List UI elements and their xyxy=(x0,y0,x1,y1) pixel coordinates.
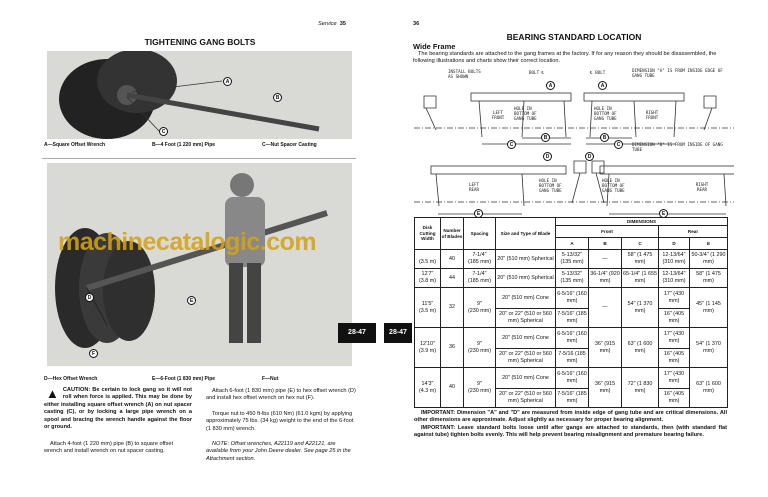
cell-width-metric: (4.3 m) xyxy=(418,387,437,394)
hole-note-left-rear: HOLE IN BOTTOM OF GANG TUBE xyxy=(539,178,562,193)
cell-blades: 36 xyxy=(441,328,464,368)
cell-width-value: 11'5" xyxy=(421,300,434,307)
hole-note-right-front: HOLE IN BOTTOM OF GANG TUBE xyxy=(594,106,617,121)
caption-b: B—4 Foot (1 220 mm) Pipe xyxy=(152,142,216,148)
header-dimensions: DIMENSIONS xyxy=(556,218,728,226)
table-row xyxy=(415,269,728,288)
cell-d: 17" (430 mm) xyxy=(659,328,690,349)
callout-e: E xyxy=(187,296,196,305)
left-front-label: LEFT FRONT xyxy=(491,110,505,120)
note-text: NOTE: Offset wrenches, A22119 and A22121, are available from your John Deere dealer. See page 25 in the Attachment section. xyxy=(206,441,351,462)
cell-c: 54" (1 370 mm) xyxy=(622,288,659,328)
page-number-right: 36 xyxy=(413,21,420,27)
cell-spacing xyxy=(464,288,496,328)
important-note-1: IMPORTANT: Dimension "A" and "D" are measured from inside edge of gang tube and are critical dimensions. All other dimensions are approximate. Adjust slightly as necessary for proper bearing alignment. xyxy=(414,410,727,424)
cell-width xyxy=(415,368,441,408)
callout-a-right: A xyxy=(598,81,607,90)
cell-c: 72" (1 830 mm) xyxy=(622,368,659,408)
callout-c-right: C xyxy=(614,140,623,149)
cell-d: 16" (405 mm) xyxy=(659,349,690,368)
header-front: Front xyxy=(556,226,659,238)
cell-a: 5-13/32" (135 mm) xyxy=(556,269,589,288)
warning-icon: ▲ xyxy=(46,386,59,401)
hole-note-right-rear: HOLE IN BOTTOM OF GANG TUBE xyxy=(602,178,625,193)
cell-blades: 40 xyxy=(441,250,464,269)
cell-a: 7-5/16" (185 mm) xyxy=(556,309,589,328)
section-tab-right: 28-47 xyxy=(384,323,412,343)
header-a: A xyxy=(556,238,589,250)
watermark: machinecatalogic.com xyxy=(58,228,317,256)
cell-blade-type: 20" (510 mm) Spherical xyxy=(496,250,556,269)
dimensions-table xyxy=(414,217,728,408)
bolt-cl-label: BOLT ℄ xyxy=(529,70,545,75)
callout-b-right: B xyxy=(600,133,609,142)
cell-d: 17" (430 mm) xyxy=(659,368,690,389)
page-number: 35 xyxy=(339,21,346,27)
header-blade-type: Size and Type of Blade xyxy=(496,218,556,250)
cell-spacing-value: 7-1/4" xyxy=(472,271,487,278)
cell-spacing-value: 7-1/4" xyxy=(472,252,487,259)
header-blades: Number of Blades xyxy=(441,218,464,250)
cell-c: 63" (1 600 mm) xyxy=(622,328,659,368)
cell-e: 50-3/4" (1 290 mm) xyxy=(690,250,728,269)
cell-d: 16" (405 mm) xyxy=(659,309,690,328)
table-row xyxy=(415,328,728,349)
callout-c-left: C xyxy=(507,140,516,149)
left-rear-label: LEFT REAR xyxy=(468,182,480,192)
photo-hex-offset-wrench xyxy=(47,163,352,366)
cell-width-metric: (3.9 m) xyxy=(418,347,437,354)
bearing-diagram xyxy=(414,66,734,216)
caution-block xyxy=(44,387,192,431)
callout-d-left: D xyxy=(543,152,552,161)
cell-b: 36" (915 mm) xyxy=(589,328,622,368)
cell-width xyxy=(415,269,441,288)
cell-b: 36" (915 mm) xyxy=(589,368,622,408)
caption-d: D—Hex Offset Wrench xyxy=(44,376,98,382)
cl-bolt-label: ℄ BOLT xyxy=(590,70,606,75)
right-front-label: RIGHT FRONT xyxy=(645,110,659,120)
cell-spacing xyxy=(464,328,496,368)
cell-spacing-metric: (185 mm) xyxy=(467,278,492,284)
cell-blade-type: 20" (510 mm) Cone xyxy=(496,328,556,349)
callout-d: D xyxy=(85,293,94,302)
wrench-photo-illustration xyxy=(47,51,352,139)
cell-e: 45" (1 145 mm) xyxy=(690,288,728,328)
callout-c: C xyxy=(159,127,168,136)
attach-6ft-text: Attach 6-foot (1 830 mm) pipe (E) to hex offset wrench (D) and install hex offset wrench on hex nut (F). xyxy=(206,388,356,402)
cell-b: — xyxy=(589,288,622,328)
cell-blades: 40 xyxy=(441,368,464,408)
man-with-wrench-illustration xyxy=(47,163,352,366)
header-b: B xyxy=(589,238,622,250)
cell-spacing-metric: (185 mm) xyxy=(467,259,492,265)
right-rear-label: RIGHT REAR xyxy=(695,182,709,192)
cell-spacing xyxy=(464,269,496,288)
table-row xyxy=(415,368,728,389)
cell-d: 16" (405 mm) xyxy=(659,389,690,408)
dimension-d-note: DIMENSION "D" IS FROM INSIDE OF GANG TUBE xyxy=(632,142,723,152)
cell-d: 12-13/64" (310 mm) xyxy=(659,250,690,269)
callout-e-right: E xyxy=(659,209,668,218)
cell-b: — xyxy=(589,250,622,269)
cell-width xyxy=(415,328,441,368)
callout-a-left: A xyxy=(546,81,555,90)
divider xyxy=(42,158,356,159)
cell-blade-type: 20" (510 mm) Spherical xyxy=(496,269,556,288)
cell-a: 5-13/32" (135 mm) xyxy=(556,250,589,269)
cell-spacing-metric: (230 mm) xyxy=(467,307,492,314)
cell-width-value: 14'3" xyxy=(421,380,434,387)
table-row xyxy=(415,250,728,269)
cell-spacing-value: 9" xyxy=(477,340,482,347)
cell-c: 58" (1 475 mm) xyxy=(622,250,659,269)
cell-a: 6-5/16" (160 mm) xyxy=(556,368,589,389)
torque-text: Torque nut to 450 ft-lbs (610 Nm) (61.0 kgm) by applying approximately 75 lbs. (34 kg) weight to the end of the 6-foot (1 830 mm) wrench. xyxy=(206,411,354,432)
header-spacing: Spacing xyxy=(464,218,496,250)
section-name: Service xyxy=(318,21,337,27)
cell-a: 7-5/16" (185 mm) xyxy=(556,389,589,408)
callout-d-right: D xyxy=(585,152,594,161)
cell-blade-type: 20" or 22" (510 or 560 mm) Spherical xyxy=(496,309,556,328)
cell-blades: 32 xyxy=(441,288,464,328)
page-title-right: BEARING STANDARD LOCATION xyxy=(506,32,642,42)
cell-blade-type: 20" or 22" (510 or 560 mm) Spherical xyxy=(496,389,556,408)
page-title: TIGHTENING GANG BOLTS xyxy=(144,37,256,47)
cell-width-metric: (3.8 m) xyxy=(418,278,437,284)
cell-c: 65-1/4" (1 655 mm) xyxy=(622,269,659,288)
attach-4ft-text: Attach 4-foot (1 220 mm) pipe (B) to square offset wrench and install wrench on nut spacer casting. xyxy=(44,441,174,455)
cell-width xyxy=(415,250,441,269)
callout-e-left: E xyxy=(474,209,483,218)
intro-text: The bearing standards are attached to the gang frames at the factory. If for any reason they should be disassembled, the following illustrations and charts show their correct location. xyxy=(413,51,717,65)
gang-frame-drawing xyxy=(414,66,734,216)
cell-a: 6-5/16" (160 mm) xyxy=(556,288,589,309)
cell-spacing-value: 9" xyxy=(477,380,482,387)
header-width: Disk Cutting Width xyxy=(415,218,441,250)
caption-f: F—Nut xyxy=(262,376,279,382)
cell-spacing-metric: (230 mm) xyxy=(467,347,492,354)
cell-blade-type: 20" or 22" (510 or 560 mm) Spherical xyxy=(496,349,556,368)
caption-c: C—Nut Spacer Casting xyxy=(262,142,317,148)
cell-blade-type: 20" (510 mm) Cone xyxy=(496,288,556,309)
page-header xyxy=(318,21,346,28)
cell-blade-type: 20" (510 mm) Cone xyxy=(496,368,556,389)
cell-spacing xyxy=(464,368,496,408)
cell-width-value: 12'7" xyxy=(421,271,434,278)
cell-width-metric: (3.5 m) xyxy=(418,307,437,314)
cell-d: 12-13/64" (310 mm) xyxy=(659,269,690,288)
cell-spacing-metric: (230 mm) xyxy=(467,387,492,394)
cell-width-metric: (3.5 m) xyxy=(418,259,437,265)
hole-note-left-front: HOLE IN BOTTOM OF GANG TUBE xyxy=(514,106,537,121)
cell-e: 58" (1 475 mm) xyxy=(690,269,728,288)
caption-a: A—Square Offset Wrench xyxy=(44,142,106,148)
cell-e: 63" (1 600 mm) xyxy=(690,368,728,408)
section-subtitle: Wide Frame xyxy=(413,42,456,51)
photo-square-offset-wrench xyxy=(47,51,352,139)
cell-spacing xyxy=(464,250,496,269)
header-d: D xyxy=(659,238,690,250)
callout-f: F xyxy=(89,349,98,358)
caption-e: E—6-Foot (1 830 mm) Pipe xyxy=(152,376,216,382)
cell-width-value: 12'10" xyxy=(420,340,435,347)
cell-a: 7-5/16 (185 mm) xyxy=(556,349,589,368)
cell-width xyxy=(415,288,441,328)
header-c: C xyxy=(622,238,659,250)
cell-spacing-value: 9" xyxy=(477,300,482,307)
dimension-a-note: DIMENSION "A" IS FROM INSIDE EDGE OF GANG TUBE xyxy=(632,68,723,78)
cell-b: 36-1/4" (920 mm) xyxy=(589,269,622,288)
caution-text: CAUTION: Be certain to lock gang so it will not roll when force is applied. This may be done by either installing square offset wrench (A) on nut spacer casting (C), or by locking a large pipe wrench on a spool and bracing the wrench handle against the floor or ground. xyxy=(44,387,192,431)
cell-blades: 44 xyxy=(441,269,464,288)
table-and-notes xyxy=(414,217,727,440)
section-tab-left: 28-47 xyxy=(338,323,376,343)
cell-e: 54" (1 370 mm) xyxy=(690,328,728,368)
install-bolts-label: INSTALL BOLTS AS SHOWN xyxy=(448,69,481,79)
cell-a: 6-5/16" (160 mm) xyxy=(556,328,589,349)
table-row xyxy=(415,288,728,309)
callout-b-left: B xyxy=(541,133,550,142)
callout-b: B xyxy=(273,93,282,102)
callout-a: A xyxy=(223,77,232,86)
important-note-2: IMPORTANT: Leave standard bolts loose until after gangs are attached to standards, then (with standard flat against tube) tighten bolts evenly. This will help prevent bearing misalignment and premature bearing failure. xyxy=(414,424,727,439)
header-e: E xyxy=(690,238,728,250)
header-rear: Rear xyxy=(659,226,728,238)
cell-d: 17" (430 mm) xyxy=(659,288,690,309)
